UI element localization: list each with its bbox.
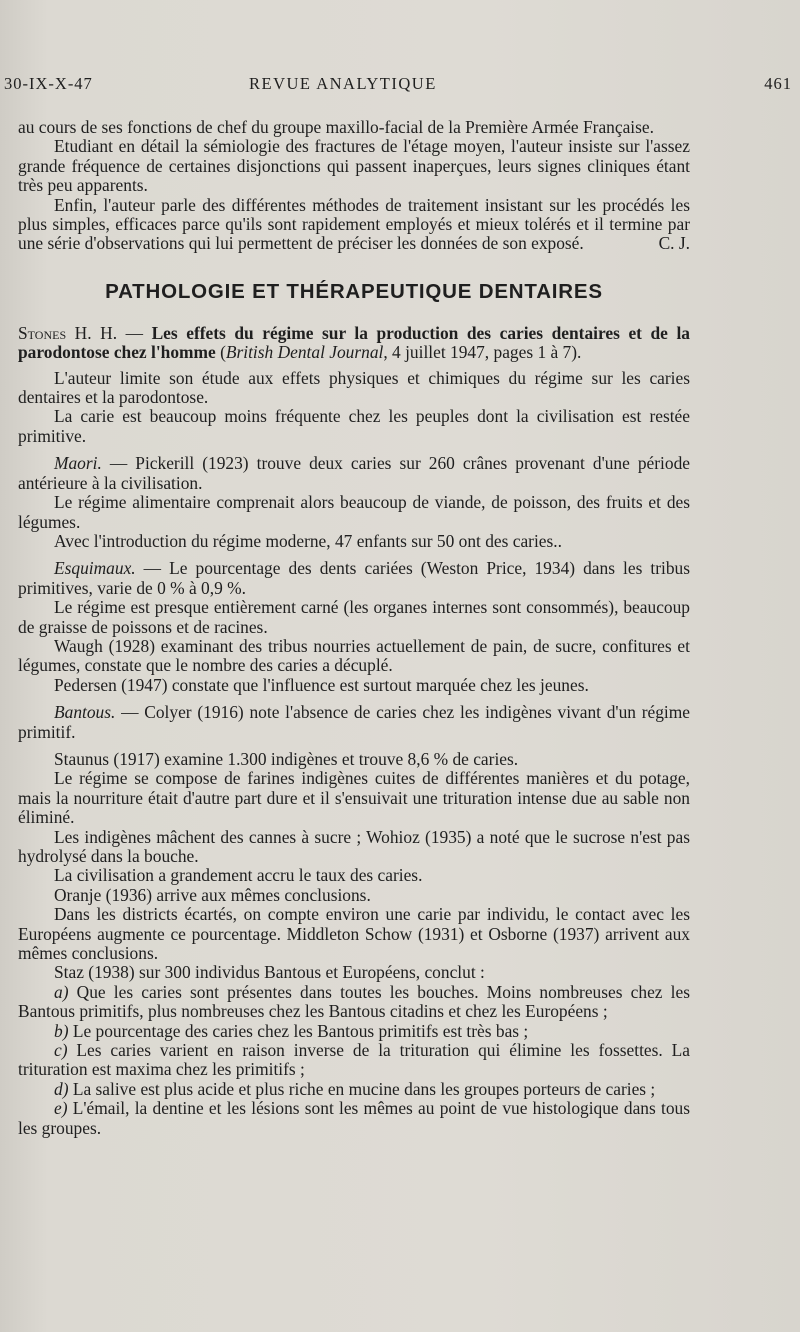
list-item-a: [18, 983, 690, 1022]
list-text-b: Le pourcentage des caries chez les Bantous primitifs est très bas ;: [68, 1020, 529, 1041]
article-body: [18, 118, 690, 1138]
list-item-c: [18, 1041, 690, 1080]
paragraph-esquimaux: [18, 559, 690, 598]
paragraph-13: Les indigènes mâchent des cannes à sucre ; Wohioz (1935) a noté que le sucrose n'est pas hydrolysé dans la bouche.: [18, 826, 690, 866]
paragraph-9: Pedersen (1947) constate que l'influence est surtout marquée chez les jeunes.: [54, 674, 589, 695]
paragraph-2: La carie est beaucoup moins fréquente chez les peuples dont la civilisation est restée primitive.: [18, 406, 690, 446]
maori-label: Maori.: [54, 453, 102, 474]
intro-paragraph-3-text: Enfin, l'auteur parle des différentes méthodes de traitement insistant sur les procédés les plus simples, efficaces parce qu'ils sont rapidement employés et mieux tolérés et il termine par une série d'observations qui lui permettent de préciser les données de son exposé.: [18, 194, 690, 254]
paragraph-bantous: [18, 703, 690, 742]
paragraph-16: Dans les districts écartés, on compte environ une carie par individu, le contact avec les Européens augmente ce pourcentage. Middleton Schow (1931) et Osborne (1937) arrivent aux mêmes conclusions.: [18, 904, 690, 964]
esquimaux-label: Esquimaux.: [54, 558, 136, 579]
intro-paragraph-3: [18, 196, 690, 254]
list-text-d: La salive est plus acide et plus riche en mucine dans les groupes porteurs de caries ;: [68, 1078, 656, 1099]
paragraph-17: Staz (1938) sur 300 individus Bantous et Européens, conclut :: [54, 962, 485, 983]
paragraph-12: Le régime se compose de farines indigènes cuites de différentes manières et du potage, mais la nourriture était d'autre part dure et il s'ensuivait une trituration intense due au sable non éliminé.: [18, 768, 690, 828]
list-label-b: b): [54, 1020, 69, 1041]
intro-signature: C. J.: [658, 233, 690, 254]
paragraph-11: Staunus (1917) examine 1.300 indigènes et trouve 8,6 % de caries.: [54, 748, 519, 769]
bantous-label: Bantous.: [54, 702, 116, 723]
paragraph-4: Le régime alimentaire comprenait alors beaucoup de viande, de poisson, des fruits et des légumes.: [18, 492, 690, 532]
article-journal: British Dental Journal: [225, 342, 384, 363]
article-source-details: , 4 juillet 1947, pages 1 à 7).: [383, 342, 582, 363]
list-label-e: e): [54, 1098, 68, 1119]
paragraph-15: Oranje (1936) arrive aux mêmes conclusions.: [54, 884, 371, 905]
list-label-a: a): [54, 981, 69, 1002]
intro-paragraph-2: Etudiant en détail la sémiologie des fractures de l'étage moyen, l'auteur insiste sur l'assez grande fréquence de certaines disjonctions qui passent inaperçues, leurs signes cliniques étant très peu apparents.: [18, 136, 690, 196]
esquimaux-text: — Le pourcentage des dents cariées (Weston Price, 1934) dans les tribus primitives, varie de 0 % à 0,9 %.: [18, 558, 690, 598]
article-author: Stones H. H.: [18, 322, 118, 343]
list-item-b: [18, 1022, 690, 1041]
list-item-d: [18, 1080, 690, 1099]
page-number: 461: [764, 74, 792, 93]
list-text-a: Que les caries sont présentes dans toutes les bouches. Moins nombreuses chez les Bantous primitifs, plus nombreuses chez les Bantous citadins et chez les Européens ;: [18, 981, 690, 1022]
article-heading: Stones H. H. — Les effets du régime sur la production des caries dentaires et de la parodontose chez l'homme (British Dental Journal, 4 juillet 1947, pages 1 à 7).: [18, 322, 690, 363]
paragraph-1: L'auteur limite son étude aux effets physiques et chimiques du régime sur les caries dentaires et la parodontose.: [18, 367, 690, 408]
running-header: [4, 74, 792, 98]
list-text-c: Les caries varient en raison inverse de la trituration qui élimine les fossettes. La trituration est maxima chez les primitifs ;: [18, 1040, 690, 1080]
maori-text: — Pickerill (1923) trouve deux caries sur 260 crânes provenant d'une période antérieure à la civilisation.: [18, 453, 690, 493]
intro-paragraph-1: au cours de ses fonctions de chef du groupe maxillo-facial de la Première Armée Française.: [18, 117, 654, 137]
bantous-text: — Colyer (1916) note l'absence de caries chez les indigènes vivant d'un régime primitif.: [18, 702, 690, 742]
paragraph-8: Waugh (1928) examinant des tribus nourries actuellement de pain, de sucre, confitures et légumes, constate que le nombre des caries a décuplé.: [18, 635, 690, 676]
article-title: Les effets du régime sur la production des caries dentaires et de la parodontose chez l'homme: [18, 322, 690, 363]
paragraph-5: Avec l'introduction du régime moderne, 47 enfants sur 50 ont des caries..: [54, 530, 562, 551]
paragraph-14: La civilisation a grandement accru le taux des caries.: [54, 865, 423, 886]
list-text-e: L'émail, la dentine et les lésions sont les mêmes au point de vue histologique dans tous les groupes.: [18, 1098, 690, 1138]
header-title: REVUE ANALYTIQUE: [249, 74, 437, 93]
list-label-d: d): [54, 1078, 69, 1099]
list-label-c: c): [54, 1040, 68, 1061]
section-title: PATHOLOGIE ET THÉRAPEUTIQUE DENTAIRES: [105, 279, 603, 303]
paragraph-maori: [18, 454, 690, 493]
paragraph-7: Le régime est presque entièrement carné (les organes internes sont consommés), beaucoup de graisse de poissons et de racines.: [18, 597, 690, 637]
header-date: 30-IX-X-47: [4, 74, 93, 93]
list-item-e: [18, 1099, 690, 1138]
